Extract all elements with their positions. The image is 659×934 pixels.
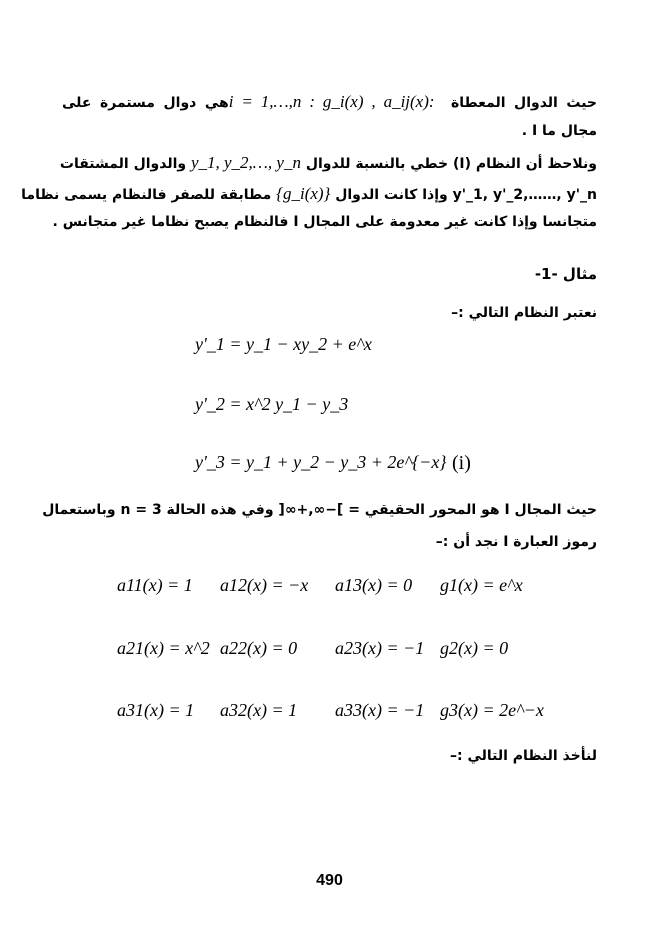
line3-text-left: والدوال المشتقات — [59, 156, 187, 172]
coef-a33: a33(x) = −1 — [335, 700, 425, 720]
coef-g3: g3(x) = 2e^−x — [440, 700, 544, 720]
line1-math: i = 1,…,n : g_i(x) , a_ij(x): — [228, 92, 435, 111]
equation-number: (i) — [452, 452, 471, 474]
equation-2: y'_2 = x^2 y_1 − y_3 — [195, 394, 349, 414]
coef-g1: g1(x) = e^x — [440, 575, 523, 595]
line4-text-left: مطابقة للصفر فالنظام يسمى نظاما — [21, 187, 272, 203]
line3-text-right: ونلاحظ أن النظام (I) خطي بالنسبة للدوال — [305, 156, 597, 172]
line1-text-right: حيث الدوال المعطاة — [451, 95, 598, 111]
symbols-line: رموز العبارة I نجد أن :– — [435, 534, 597, 550]
paragraph-line-4 — [21, 184, 597, 204]
paragraph-line-3 — [59, 153, 597, 173]
line1-text-left: هي دوال مستمرة على — [62, 95, 229, 111]
paragraph-line-1 — [62, 92, 597, 112]
domain-line: حيث المجال I هو المحور الحقيقي = ]−∞,+∞[ وفي هذه الحالة n = 3 وباستعمال — [42, 502, 597, 518]
coef-a21: a21(x) = x^2 — [117, 638, 210, 658]
coef-a22: a22(x) = 0 — [220, 638, 298, 658]
coef-a12: a12(x) = −x — [220, 575, 309, 595]
paragraph-line-2: مجال ما I . — [521, 123, 597, 139]
coef-a23: a23(x) = −1 — [335, 638, 425, 658]
equation-1: y'_1 = y_1 − xy_2 + e^x — [195, 334, 372, 354]
coef-a32: a32(x) = 1 — [220, 700, 298, 720]
line4-text-right: y'_1, y'_2,……, y'_n وإذا كانت الدوال — [335, 187, 597, 203]
coef-g2: g2(x) = 0 — [440, 638, 509, 658]
coef-a11: a11(x) = 1 — [117, 575, 193, 595]
example-intro: نعتبر النظام التالي :– — [451, 305, 597, 321]
equation-3: y'_3 = y_1 + y_2 − y_3 + 2e^{−x} — [195, 452, 447, 472]
paragraph-line-5: متجانسا وإذا كانت غير معدومة على المجال I فالنظام يصبح نظاما غير متجانس . — [52, 214, 597, 230]
page-number: 490 — [316, 872, 343, 889]
coef-a13: a13(x) = 0 — [335, 575, 413, 595]
coef-a31: a31(x) = 1 — [117, 700, 195, 720]
line3-math: y_1, y_2,…, y_n — [190, 153, 301, 172]
example-heading: مثال -1- — [534, 265, 597, 283]
closing-line: لنأخذ النظام التالي :– — [450, 748, 597, 764]
line4-math: {g_i(x)} — [276, 184, 331, 203]
